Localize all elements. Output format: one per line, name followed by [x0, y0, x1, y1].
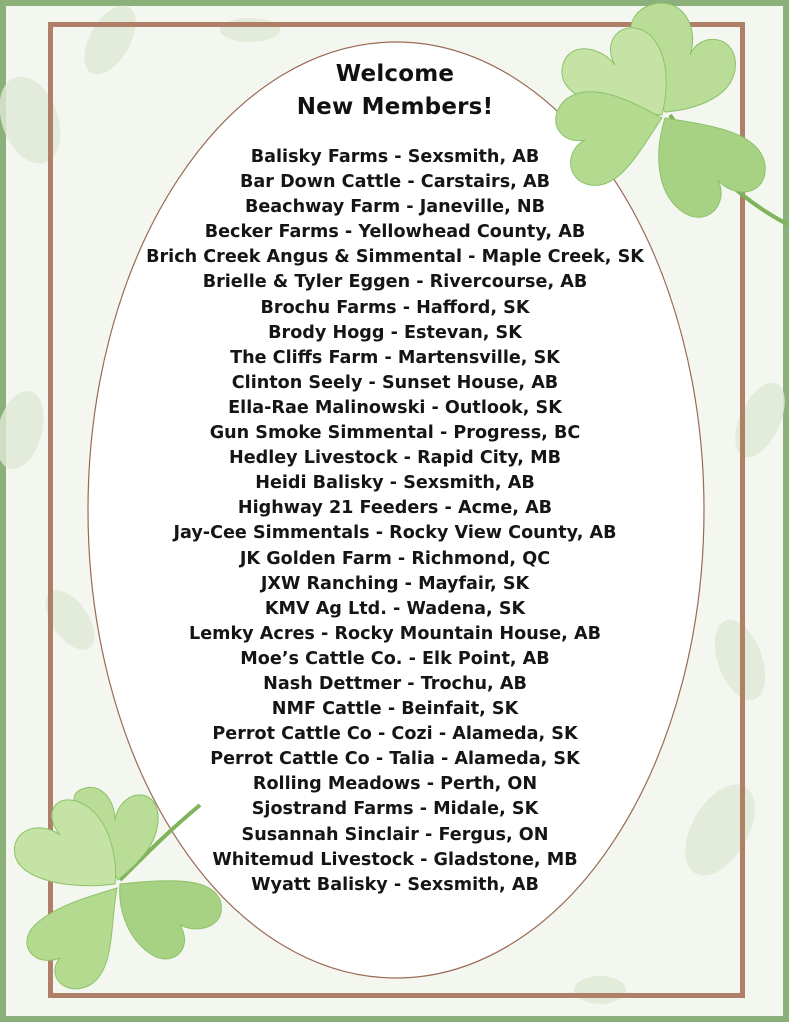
- list-item: KMV Ag Ltd. - Wadena, SK: [264, 598, 526, 619]
- list-item: Perrot Cattle Co - Talia - Alameda, SK: [210, 749, 580, 770]
- list-item: Bar Down Cattle - Carstairs, AB: [239, 172, 551, 193]
- list-item: Brochu Farms - Hafford, SK: [260, 297, 530, 318]
- list-item: NMF Cattle - Beinfait, SK: [271, 699, 519, 720]
- list-item: The Cliffs Farm - Martensville, SK: [230, 347, 560, 368]
- list-item: Brielle & Tyler Eggen - Rivercourse, AB: [202, 272, 588, 293]
- list-item: Balisky Farms - Sexsmith, AB: [250, 147, 540, 167]
- list-item: JXW Ranching - Mayfair, SK: [260, 573, 530, 594]
- list-item: Perrot Cattle Co - Cozi - Alameda, SK: [212, 724, 578, 745]
- list-item: Gun Smoke Simmental - Progress, BC: [209, 423, 581, 444]
- list-item: Susannah Sinclair - Fergus, ON: [241, 824, 549, 845]
- list-item: JK Golden Farm - Richmond, QC: [239, 548, 551, 569]
- list-item: Lemky Acres - Rocky Mountain House, AB: [189, 623, 601, 644]
- title-line-2: New Members!: [296, 94, 494, 120]
- list-item: Highway 21 Feeders - Acme, AB: [237, 498, 553, 519]
- list-item: Becker Farms - Yellowhead County, AB: [204, 222, 586, 243]
- title-line-1: Welcome: [335, 61, 455, 87]
- list-item: Wyatt Balisky - Sexsmith, AB: [251, 874, 539, 895]
- page-title: [245, 58, 545, 124]
- list-item: Whitemud Livestock - Gladstone, MB: [212, 849, 578, 870]
- list-item: Ella-Rae Malinowski - Outlook, SK: [228, 397, 562, 418]
- member-list: [100, 145, 690, 898]
- list-item: Nash Dettmer - Trochu, AB: [263, 673, 527, 694]
- list-item: Brich Creek Angus & Simmental - Maple Creek, SK: [146, 247, 644, 268]
- list-item: Beachway Farm - Janeville, NB: [244, 197, 546, 218]
- list-item: Heidi Balisky - Sexsmith, AB: [255, 473, 535, 494]
- list-item: Clinton Seely - Sunset House, AB: [231, 372, 559, 393]
- list-item: Hedley Livestock - Rapid City, MB: [228, 448, 562, 469]
- list-item: Sjostrand Farms - Midale, SK: [251, 799, 539, 820]
- list-item: Jay-Cee Simmentals - Rocky View County, AB: [173, 523, 617, 544]
- list-item: Rolling Meadows - Perth, ON: [252, 774, 538, 795]
- list-item: Moe’s Cattle Co. - Elk Point, AB: [240, 648, 550, 669]
- list-item: Brody Hogg - Estevan, SK: [268, 322, 522, 343]
